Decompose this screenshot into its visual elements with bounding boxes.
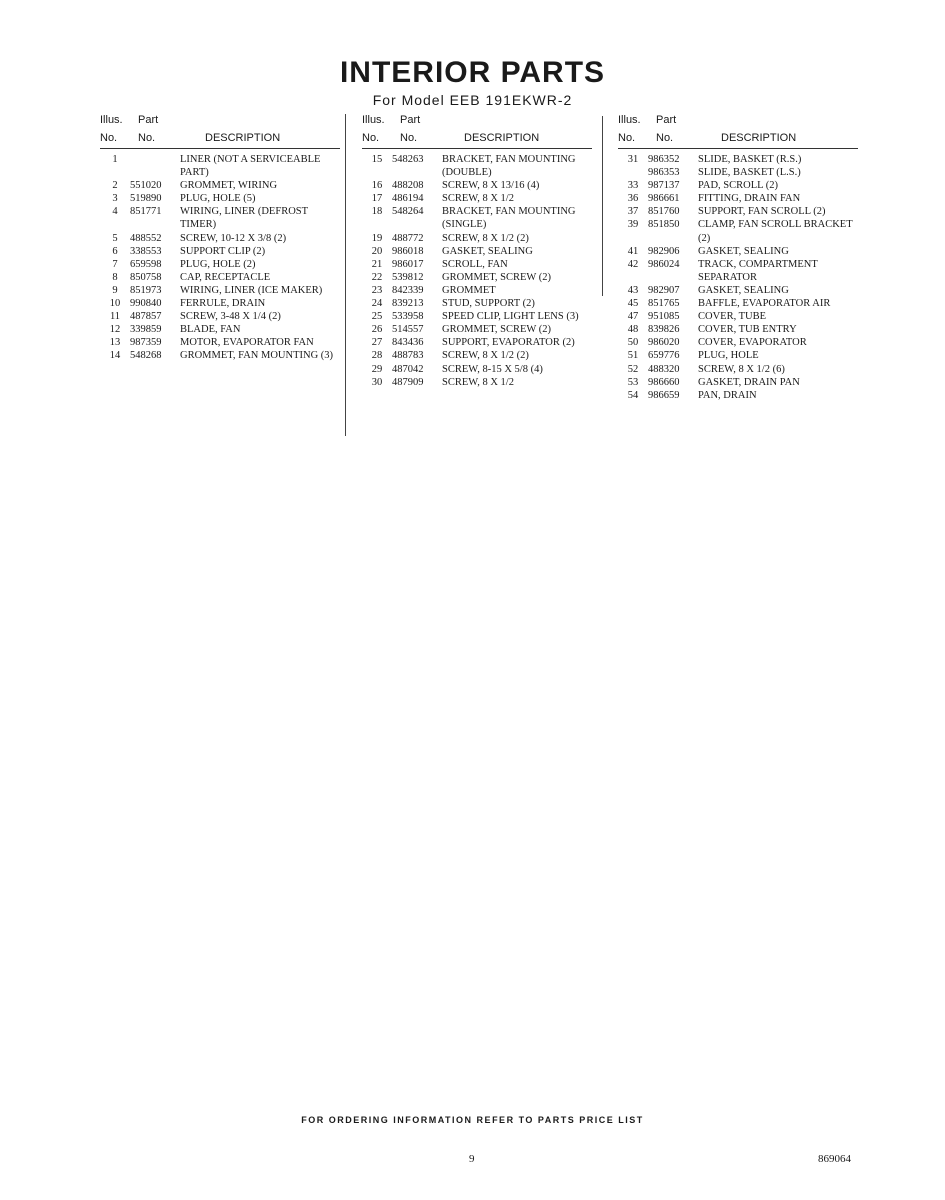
part-row <box>618 389 858 402</box>
part-description: PAD, SCROLL (2) <box>698 180 779 192</box>
part-description: BRACKET, FAN MOUNTING (DOUBLE) <box>442 154 576 179</box>
illus-number: 8 <box>112 271 118 283</box>
part-row <box>100 297 340 310</box>
part-number: 488772 <box>392 232 424 244</box>
illus-number: 6 <box>112 245 118 257</box>
part-description: GASKET, SEALING <box>698 245 789 257</box>
column-header <box>362 112 592 149</box>
part-row <box>100 323 340 336</box>
part-description: BRACKET, FAN MOUNTING (SINGLE) <box>442 206 576 231</box>
part-description: GROMMET, SCREW (2) <box>442 324 551 336</box>
part-description: TRACK, COMPARTMENT SEPARATOR <box>698 258 818 283</box>
parts-list <box>618 149 858 402</box>
header-description: DESCRIPTION <box>464 132 540 144</box>
part-row <box>100 153 340 179</box>
part-description: MOTOR, EVAPORATOR FAN <box>180 337 314 349</box>
illus-number: 11 <box>109 311 121 323</box>
part-number: 551020 <box>130 180 162 192</box>
illus-number: 43 <box>627 284 639 296</box>
illus-number: 19 <box>371 232 383 244</box>
part-row <box>618 258 858 284</box>
part-description: SCREW, 8 X 1/2 (2) <box>442 350 529 362</box>
part-row <box>100 284 340 297</box>
part-description: GROMMET, SCREW (2) <box>442 271 551 283</box>
header-part-no: No. <box>400 132 418 144</box>
illus-number: 1 <box>112 154 118 165</box>
part-number: 986353 <box>648 167 680 179</box>
illus-number: 37 <box>627 206 639 218</box>
part-row <box>362 323 592 336</box>
part-number: 548264 <box>392 206 424 218</box>
part-description: FITTING, DRAIN FAN <box>698 193 801 205</box>
part-row <box>362 232 592 245</box>
part-row <box>618 205 858 218</box>
part-row <box>362 192 592 205</box>
part-description: CLAMP, FAN SCROLL BRACKET (2) <box>698 219 853 244</box>
part-number: 533958 <box>392 311 424 323</box>
part-row <box>618 349 858 362</box>
part-row <box>362 363 592 376</box>
document-number: 869064 <box>818 1153 851 1165</box>
illus-number: 12 <box>109 324 121 336</box>
part-description: SCREW, 8 X 1/2 <box>442 376 514 388</box>
illus-number: 15 <box>371 154 383 165</box>
part-row <box>362 349 592 362</box>
part-row <box>618 179 858 192</box>
part-description: SCREW, 3-48 X 1/4 (2) <box>180 311 281 323</box>
part-number: 982906 <box>648 245 680 257</box>
illus-number: 27 <box>371 337 383 349</box>
header-part-no: No. <box>138 132 156 144</box>
part-number: 339859 <box>130 324 162 336</box>
part-row <box>618 323 858 336</box>
illus-number: 39 <box>627 219 639 231</box>
illus-number: 54 <box>627 389 639 401</box>
part-description: SCREW, 8-15 X 5/8 (4) <box>442 363 543 375</box>
illus-number: 42 <box>627 258 639 270</box>
part-number: 986659 <box>648 389 680 401</box>
illus-number: 29 <box>371 363 383 375</box>
part-number: 986352 <box>648 154 680 165</box>
parts-column-1 <box>100 112 340 363</box>
column-header <box>100 112 340 149</box>
part-number: 986017 <box>392 258 424 270</box>
illus-number: 47 <box>627 311 639 323</box>
part-row <box>100 179 340 192</box>
part-number: 839826 <box>648 324 680 336</box>
illus-number: 36 <box>627 193 639 205</box>
part-description: SLIDE, BASKET (R.S.) <box>698 154 802 165</box>
parts-list <box>100 149 340 363</box>
part-description: GROMMET, FAN MOUNTING (3) <box>180 350 334 362</box>
part-description: BLADE, FAN <box>180 324 241 336</box>
header-illus: Illus. <box>100 114 123 126</box>
ordering-info-footer: FOR ORDERING INFORMATION REFER TO PARTS PRICE LIST <box>301 1115 644 1125</box>
part-row <box>100 271 340 284</box>
part-number: 951085 <box>648 311 680 323</box>
part-row <box>100 349 340 362</box>
part-description: SUPPORT CLIP (2) <box>180 245 266 257</box>
part-description: LINER (NOT A SERVICEABLE PART) <box>180 154 321 179</box>
illus-number: 51 <box>627 350 639 362</box>
part-description: GASKET, DRAIN PAN <box>698 376 800 388</box>
illus-number: 28 <box>371 350 383 362</box>
part-row <box>618 166 858 179</box>
part-number: 514557 <box>392 324 424 336</box>
part-number: 548268 <box>130 350 162 362</box>
part-description: GROMMET <box>442 284 496 296</box>
header-illus-no: No. <box>362 132 380 144</box>
part-number: 486194 <box>392 193 424 205</box>
illus-number: 5 <box>112 232 118 244</box>
part-number: 982907 <box>648 284 680 296</box>
illus-number: 21 <box>371 258 383 270</box>
part-description: SCREW, 8 X 13/16 (4) <box>442 180 540 192</box>
part-description: STUD, SUPPORT (2) <box>442 298 535 310</box>
illus-number: 31 <box>627 154 639 165</box>
illus-number: 9 <box>112 284 118 296</box>
illus-number: 14 <box>109 350 121 362</box>
part-description: PLUG, HOLE (5) <box>180 193 256 205</box>
column-divider-2 <box>602 116 603 296</box>
part-number: 488552 <box>130 232 162 244</box>
part-description: PLUG, HOLE (2) <box>180 258 256 270</box>
part-description: COVER, TUBE <box>698 311 767 323</box>
column-divider-1 <box>345 114 346 436</box>
part-row <box>100 258 340 271</box>
illus-number: 30 <box>371 376 383 388</box>
part-row <box>100 232 340 245</box>
part-description: GROMMET, WIRING <box>180 180 278 192</box>
part-number: 990840 <box>130 298 162 310</box>
illus-number: 17 <box>371 193 383 205</box>
part-number: 839213 <box>392 298 424 310</box>
illus-number: 18 <box>371 206 383 218</box>
part-number: 850758 <box>130 271 162 283</box>
part-description: SCREW, 10-12 X 3/8 (2) <box>180 232 287 244</box>
part-row <box>618 153 858 166</box>
part-number: 488783 <box>392 350 424 362</box>
part-row <box>618 284 858 297</box>
part-number: 487909 <box>392 376 424 388</box>
parts-column-2 <box>362 112 592 389</box>
part-row <box>362 336 592 349</box>
illus-number: 50 <box>627 337 639 349</box>
part-number: 986020 <box>648 337 680 349</box>
part-row <box>362 284 592 297</box>
illus-number: 26 <box>371 324 383 336</box>
part-number: 986660 <box>648 376 680 388</box>
part-row <box>362 245 592 258</box>
part-row <box>362 297 592 310</box>
part-row <box>618 297 858 310</box>
part-number: 843436 <box>392 337 424 349</box>
part-description: WIRING, LINER (ICE MAKER) <box>180 284 323 296</box>
part-number: 986661 <box>648 193 680 205</box>
part-number: 851973 <box>130 284 162 296</box>
part-number: 851765 <box>648 298 680 310</box>
illus-number: 25 <box>371 311 383 323</box>
part-number: 539812 <box>392 271 424 283</box>
part-description: WIRING, LINER (DEFROST TIMER) <box>180 206 308 231</box>
part-number: 659598 <box>130 258 162 270</box>
part-number: 519890 <box>130 193 162 205</box>
part-description: COVER, TUB ENTRY <box>698 324 797 336</box>
part-description: BAFFLE, EVAPORATOR AIR <box>698 298 831 310</box>
part-number: 987359 <box>130 337 162 349</box>
page-title: INTERIOR PARTS <box>339 56 606 89</box>
part-row <box>362 376 592 389</box>
parts-list <box>362 149 592 389</box>
illus-number: 2 <box>112 180 118 192</box>
illus-number: 20 <box>371 245 383 257</box>
illus-number: 53 <box>627 376 639 388</box>
part-number: 842339 <box>392 284 424 296</box>
part-description: SLIDE, BASKET (L.S.) <box>698 167 801 179</box>
part-row <box>618 310 858 323</box>
part-description: COVER, EVAPORATOR <box>698 337 807 349</box>
part-description: SCREW, 8 X 1/2 (6) <box>698 363 785 375</box>
part-row <box>362 258 592 271</box>
part-row <box>618 218 858 244</box>
header-description: DESCRIPTION <box>721 132 797 144</box>
part-number <box>130 153 180 179</box>
part-row <box>362 271 592 284</box>
part-row <box>100 205 340 231</box>
illus-number <box>618 166 648 179</box>
illus-number: 23 <box>371 284 383 296</box>
part-description: PAN, DRAIN <box>698 389 757 401</box>
illus-number: 13 <box>109 337 121 349</box>
part-number: 851760 <box>648 206 680 218</box>
part-description: SUPPORT, FAN SCROLL (2) <box>698 206 826 218</box>
part-row <box>362 205 592 231</box>
header-description: DESCRIPTION <box>205 132 281 144</box>
part-number: 488208 <box>392 180 424 192</box>
illus-number: 22 <box>371 271 383 283</box>
header-illus-no: No. <box>100 132 118 144</box>
part-row <box>100 245 340 258</box>
part-row <box>100 336 340 349</box>
part-row <box>362 153 592 179</box>
illus-number: 3 <box>112 193 118 205</box>
part-number: 986024 <box>648 258 680 270</box>
part-row <box>618 363 858 376</box>
part-description: CAP, RECEPTACLE <box>180 271 271 283</box>
header-part: Part <box>656 114 677 126</box>
part-number: 487857 <box>130 311 162 323</box>
page-number: 9 <box>469 1153 475 1165</box>
illus-number: 16 <box>371 180 383 192</box>
part-row <box>100 310 340 323</box>
part-description: SCREW, 8 X 1/2 <box>442 193 514 205</box>
column-header <box>618 112 858 149</box>
illus-number: 45 <box>627 298 639 310</box>
part-row <box>618 245 858 258</box>
illus-number: 33 <box>627 180 639 192</box>
illus-number: 41 <box>627 245 639 257</box>
part-number: 488320 <box>648 363 680 375</box>
part-number: 851771 <box>130 206 162 218</box>
illus-number: 52 <box>627 363 639 375</box>
illus-number: 10 <box>109 298 121 310</box>
part-description: FERRULE, DRAIN <box>180 298 266 310</box>
header-part: Part <box>138 114 159 126</box>
part-row <box>362 310 592 323</box>
illus-number: 4 <box>112 206 118 218</box>
header-part-no: No. <box>656 132 674 144</box>
part-description: GASKET, SEALING <box>698 284 789 296</box>
part-description: GASKET, SEALING <box>442 245 533 257</box>
parts-column-3 <box>618 112 858 402</box>
part-number: 338553 <box>130 245 162 257</box>
part-number: 487042 <box>392 363 424 375</box>
part-description: PLUG, HOLE <box>698 350 759 362</box>
part-row <box>618 376 858 389</box>
illus-number: 7 <box>112 258 118 270</box>
illus-number: 24 <box>371 298 383 310</box>
header-illus: Illus. <box>362 114 385 126</box>
part-description: SCREW, 8 X 1/2 (2) <box>442 232 529 244</box>
header-illus-no: No. <box>618 132 636 144</box>
part-row <box>618 192 858 205</box>
part-number: 851850 <box>648 219 680 231</box>
header-illus: Illus. <box>618 114 641 126</box>
part-number: 987137 <box>648 180 680 192</box>
part-number: 659776 <box>648 350 680 362</box>
part-number: 986018 <box>392 245 424 257</box>
part-description: SPEED CLIP, LIGHT LENS (3) <box>442 311 579 323</box>
part-number: 548263 <box>392 154 424 165</box>
model-subtitle: For Model EEB 191EKWR-2 <box>372 92 573 108</box>
part-row <box>362 179 592 192</box>
header-part: Part <box>400 114 421 126</box>
part-description: SCROLL, FAN <box>442 258 508 270</box>
part-row <box>618 336 858 349</box>
illus-number: 48 <box>627 324 639 336</box>
part-row <box>100 192 340 205</box>
part-description: SUPPORT, EVAPORATOR (2) <box>442 337 575 349</box>
